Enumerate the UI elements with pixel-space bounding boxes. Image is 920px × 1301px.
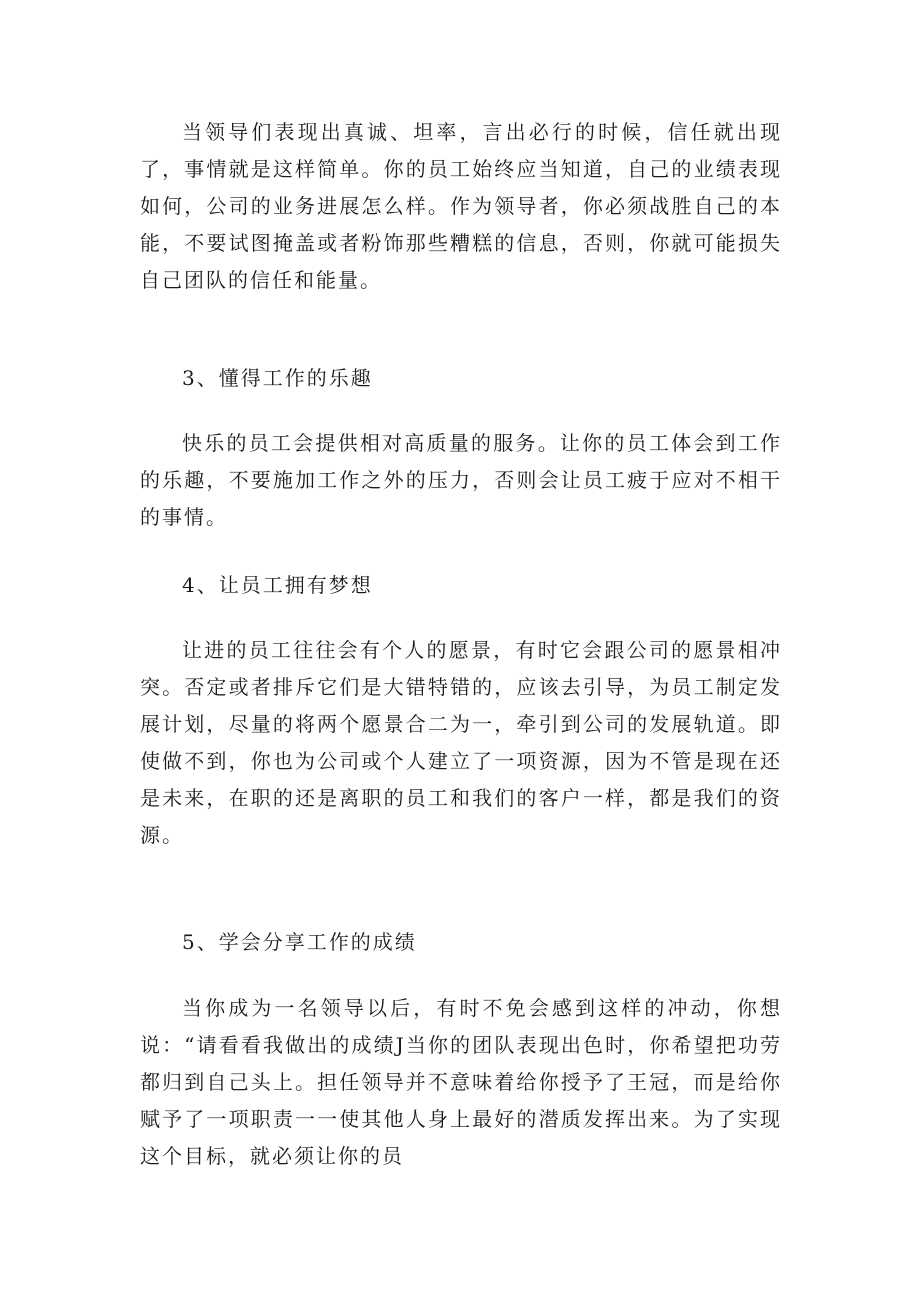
- paragraph-trust: 当领导们表现出真诚、坦率，言出必行的时候，信任就出现了，事情就是这样简单。你的员工始终应当知道，自己的业绩表现如何，公司的业务进展怎么样。作为领导者，你必须战胜自己的本能，不要试图掩盖或者粉饰那些糟糕的信息，否则，你就可能损失自己团队的信任和能量。: [140, 120, 782, 292]
- section-heading-3: 3、懂得工作的乐趣: [182, 366, 373, 390]
- paragraph-employee-dreams: 让进的员工往往会有个人的愿景，有时它会跟公司的愿景相冲突。否定或者排斥它们是大错特错的，应该去引导，为员工制定发展计划，尽量的将两个愿景合二为一，牵引到公司的发展轨道。即使做不到，你也为公司或个人建立了一项资源，因为不管是现在还是未来，在职的还是离职的员工和我们的客户一样，都是我们的资源。: [140, 638, 782, 847]
- paragraph-work-fun: 快乐的员工会提供相对高质量的服务。让你的员工体会到工作的乐趣，不要施加工作之外的压力，否则会让员工疲于应对不相干的事情。: [140, 431, 782, 529]
- section-heading-5: 5、学会分享工作的成绩: [182, 930, 417, 954]
- section-heading-4: 4、让员工拥有梦想: [182, 573, 373, 597]
- paragraph-share-achievements: 当你成为一名领导以后，有时不免会感到这样的冲动，你想说：“请看看我做出的成绩J当你的团队表现出色时，你希望把功劳都归到自己头上。担任领导并不意味着给你授予了王冠，而是给你赋予了一项职责一一使其他人身上最好的潜质发挥出来。为了实现这个目标，就必须让你的员: [140, 996, 782, 1168]
